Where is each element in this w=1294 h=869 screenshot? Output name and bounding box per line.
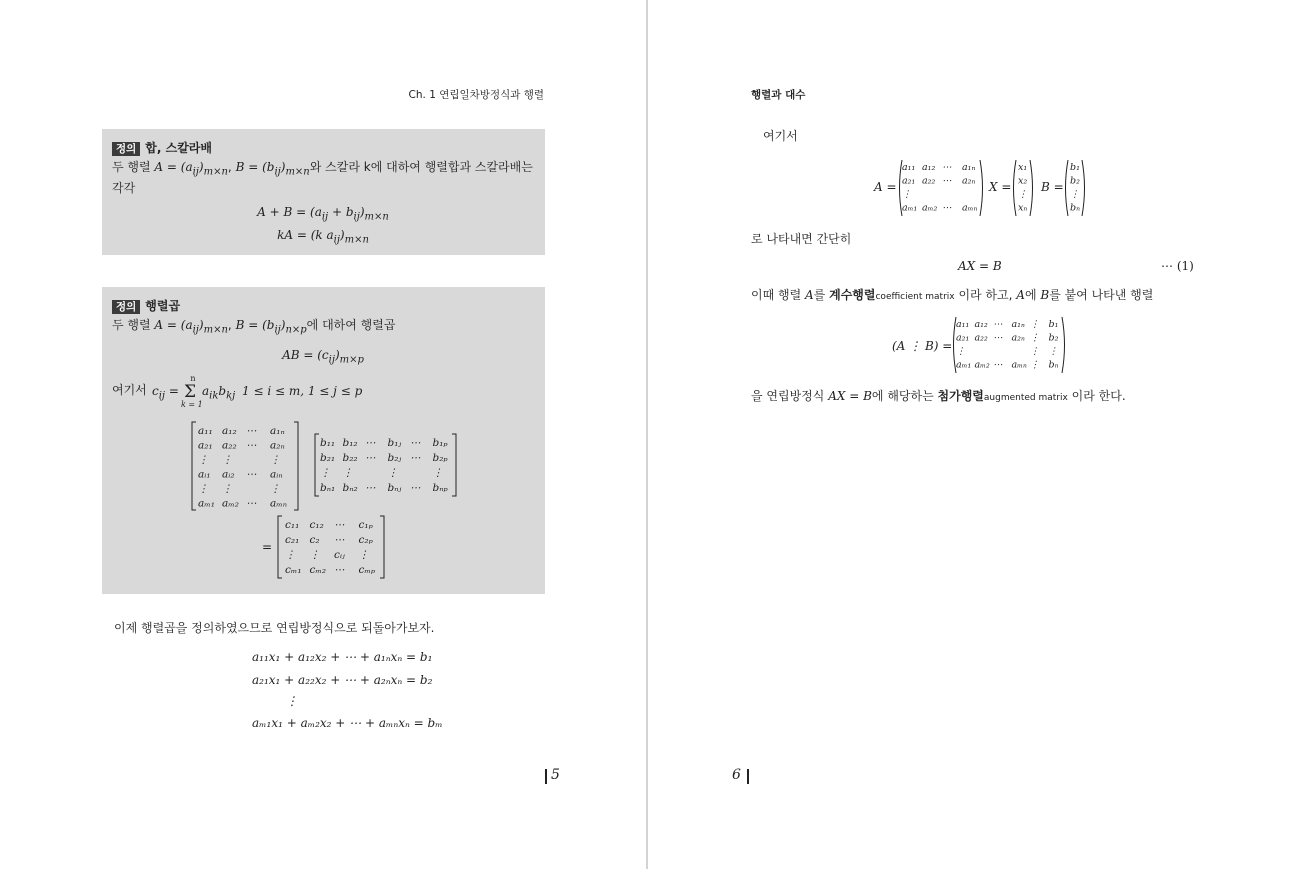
matrix-bracket-right: [1062, 317, 1065, 373]
matrix-entry: a₂ₙ: [1011, 332, 1025, 344]
matrix-entry: cₘₚ: [358, 564, 376, 576]
m: ij: [321, 211, 329, 223]
m: ij: [274, 324, 281, 336]
m: ): [359, 205, 365, 219]
matrix-entry: c₂₁: [285, 534, 300, 546]
m: n×p: [285, 324, 307, 336]
system-dots: ⋮: [286, 694, 298, 708]
matrix-entry: a₁₂: [222, 425, 237, 437]
m: m×n: [344, 234, 369, 246]
running-head: Ch. 1 연립일차방정식과 행렬: [408, 89, 544, 101]
matrix-entry: aᵢ₂: [222, 468, 235, 481]
sum-term: [202, 384, 235, 402]
matrix-bracket-left: [1014, 160, 1017, 216]
m: a: [202, 384, 210, 398]
matrix-B: [313, 433, 458, 497]
matrix-entry: a₂ₙ: [962, 175, 976, 187]
m: ij: [328, 354, 335, 366]
matrix-entry: ⋯: [334, 519, 345, 531]
matrix-entry: ⋯: [942, 162, 952, 173]
m: kj: [226, 390, 236, 402]
matrix-entry: ⋮: [342, 467, 353, 479]
matrix-A: [190, 421, 300, 511]
matrix-entry: aₘ₂: [222, 497, 239, 510]
text: 두 행렬: [112, 318, 151, 332]
matrix-entry: b₂: [1070, 175, 1080, 187]
m: m×n: [203, 166, 228, 178]
matrix-entry: ⋮: [320, 467, 331, 479]
page-number-bar: [747, 769, 749, 784]
text: coefficient matrix: [875, 292, 955, 302]
left-page: [0, 0, 646, 869]
matrix-entry: ⋯: [365, 437, 376, 449]
matrix-entry: cₘ₂: [309, 564, 327, 576]
matrix-entry: a₁₂: [974, 319, 988, 330]
matrix-entry: ⋯: [993, 332, 1003, 344]
matrix-entry: ⋯: [246, 439, 257, 452]
matrix-entry: ⋯: [410, 452, 421, 464]
matrix-entry: b₂₁: [320, 452, 336, 464]
text: 에: [1024, 288, 1037, 302]
index-range: 1 ≤ i ≤ m, 1 ≤ j ≤ p: [242, 384, 363, 398]
matrix-entry: ⋮: [270, 454, 281, 466]
matrix-entry: c₂ₚ: [358, 534, 373, 546]
matrix-bracket-left: [278, 516, 282, 578]
m: ): [334, 348, 340, 362]
m: ij: [353, 211, 360, 223]
matrix-entry: c₁₂: [309, 519, 324, 531]
matrix-entry: a₁₁: [902, 162, 916, 173]
matrix-bracket-right: [452, 434, 456, 496]
text: 와 스칼라 k에 대하여 행렬합과 스칼라배는: [309, 160, 533, 174]
matrix-entry: b₂ₚ: [432, 452, 448, 464]
matrix-entry: ⋮: [1048, 346, 1058, 357]
matrix-entry: b₁ⱼ: [387, 437, 402, 449]
m: A = (a: [154, 160, 193, 174]
matrix-entry: ⋯: [246, 497, 257, 510]
text: 이때 행렬: [751, 288, 802, 302]
matrix-entry: a₂₁: [198, 439, 213, 452]
matrix-entry: b₁: [1048, 319, 1059, 330]
m: m×n: [364, 211, 389, 223]
X-equals: X =: [989, 180, 1012, 194]
matrix-bracket-right: [380, 516, 384, 578]
matrix-bracket-right: [294, 422, 298, 510]
matrix-entry: a₂₂: [222, 439, 237, 452]
m: ): [280, 160, 286, 174]
m: ij: [192, 166, 199, 178]
matrix-entry: bₙ₂: [342, 482, 358, 494]
augmented-line: [751, 389, 1126, 405]
m: A = (a: [154, 318, 193, 332]
m: c: [152, 384, 159, 398]
matrix-entry: ⋮: [309, 549, 320, 561]
m: m×n: [203, 324, 228, 336]
math-A: [154, 160, 228, 178]
matrix-entry: bₙₚ: [432, 482, 448, 494]
sum-lower: k = 1: [181, 400, 203, 409]
equation-AX-B: AX = B: [958, 259, 1002, 273]
matrix-entry: b₁: [1070, 162, 1080, 173]
m: A: [805, 288, 814, 302]
paragraph: 이제 행렬곱을 정의하였으므로 연립방정식으로 되돌아가보자.: [114, 621, 435, 635]
vector-X: [1010, 159, 1036, 217]
matrix-entry: ⋮: [222, 483, 233, 495]
matrix-entry: ⋮: [1030, 346, 1040, 357]
A-equals: A =: [874, 180, 897, 194]
matrix-entry: x₂: [1018, 175, 1028, 187]
augmented-lhs: (A ⋮ B) =: [892, 339, 953, 353]
matrix-entry: bₙⱼ: [387, 482, 402, 494]
text: 이라 하고,: [958, 288, 1013, 302]
definition-text-line1: 두 행렬 $A = (a_{ij})_{m\times n}$, $B = (b_{ij})_{n\times p}$에 대하여 행렬곱: [112, 318, 396, 336]
matrix-entry: ⋯: [246, 468, 257, 481]
definition-label: 정의: [112, 142, 140, 156]
m: ik: [209, 390, 219, 402]
matrix-entry: a₁ₙ: [1011, 319, 1025, 330]
matrix-bracket-right: [980, 160, 983, 216]
matrix-entry: aₘₙ: [962, 202, 978, 214]
matrix-entry: a₂₁: [956, 332, 970, 344]
definition-label: 정의: [112, 300, 140, 314]
definition-text-line1: 두 행렬 $A = (a_{ij})_{m\times n}$, $B = (b_{ij})_{m\times n}$와 스칼라 k에 대하여 행렬합과 스칼라배는: [112, 160, 533, 178]
text: 를 붙여 나타낸 행렬: [1049, 288, 1154, 302]
equation-product: [282, 348, 364, 365]
matrix-entry: ⋮: [1030, 319, 1040, 330]
math-A: [154, 318, 228, 336]
matrix-entry: ⋮: [956, 346, 966, 357]
matrix-entry: c₂: [309, 534, 320, 546]
text: 을 연립방정식: [751, 389, 825, 403]
page-number-bar: [545, 769, 547, 784]
matrix-entry: cₘ₁: [285, 564, 302, 576]
matrix-entry: c₁ₚ: [358, 519, 373, 531]
matrix-entry: b₁ₚ: [432, 437, 448, 449]
m: A: [1016, 288, 1025, 302]
where-text: 여기서: [763, 129, 798, 143]
matrix-bracket-right: [1030, 160, 1033, 216]
running-head: 행렬과 대수: [751, 89, 806, 101]
B-equals: B =: [1041, 180, 1064, 194]
matrix-entry: aₘ₂: [922, 202, 938, 214]
matrix-entry: a₁₁: [956, 319, 970, 330]
matrix-entry: b₂ⱼ: [387, 452, 402, 464]
matrix-entry: c₁₁: [285, 519, 300, 531]
matrix-entry: aᵢₙ: [270, 468, 283, 481]
page-number: 5: [551, 767, 560, 783]
matrix-entry: ⋮: [285, 549, 296, 561]
text: augmented matrix: [983, 393, 1068, 403]
equation-scalar: [277, 228, 369, 245]
matrix-entry: aₘ₂: [974, 359, 990, 371]
vector-B: [1062, 159, 1088, 217]
m: ): [198, 160, 204, 174]
matrix-entry: xₙ: [1018, 202, 1028, 214]
matrix-entry: a₁ₙ: [962, 162, 976, 173]
matrix-entry: ⋮: [1030, 359, 1040, 371]
m: B: [1040, 288, 1050, 302]
m: B = (b: [235, 160, 275, 174]
definition-name: 행렬곱: [145, 299, 181, 313]
matrix-entry: aₘ₁: [902, 202, 918, 214]
matrix-entry: b₂: [1048, 332, 1059, 344]
matrix-entry: aₘ₁: [956, 359, 972, 371]
matrix-entry: aₘ₁: [198, 497, 215, 510]
matrix-entry: ⋮: [1030, 332, 1040, 344]
math-B: [235, 160, 310, 178]
matrix-entry: ⋯: [993, 319, 1003, 330]
matrix-entry: ⋮: [270, 483, 281, 495]
system-eq-2: a₂₁x₁ + a₂₂x₂ + ⋯ + a₂ₙxₙ = b₂: [252, 673, 433, 687]
matrix-entry: ⋮: [1070, 189, 1080, 200]
matrix-entry: ⋮: [902, 189, 912, 200]
matrix-entry: b₂₂: [342, 452, 358, 464]
matrix-entry: a₁₁: [198, 425, 213, 437]
term-augmented-matrix: 첨가행렬: [937, 389, 984, 403]
matrix-entry: ⋯: [410, 437, 421, 449]
matrix-entry: ⋮: [387, 467, 398, 479]
where-text: 여기서: [112, 383, 147, 397]
m: m×p: [339, 354, 364, 366]
m: + b: [328, 205, 354, 219]
matrix-entry: ⋯: [410, 482, 421, 494]
matrix-entry: ⋯: [334, 534, 345, 546]
matrix-entry: aₘₙ: [1011, 359, 1027, 371]
matrix-entry: aₘₙ: [270, 497, 287, 510]
matrix-entry: bₙ: [1048, 359, 1059, 371]
matrix-entry: ⋮: [1018, 189, 1028, 200]
matrix-entry: ⋯: [246, 425, 257, 437]
matrix-entry: a₂₂: [922, 175, 936, 187]
matrix-entry: a₂ₙ: [270, 439, 285, 452]
simple-line: 로 나타내면 간단히: [751, 232, 852, 246]
m: ij: [333, 234, 340, 246]
m: m×n: [285, 166, 310, 178]
m: ): [280, 318, 286, 332]
matrix-entry: b₁₁: [320, 437, 336, 449]
matrix-entry: ⋯: [942, 202, 952, 214]
matrix-entry: b₁₂: [342, 437, 358, 449]
equation-number: ⋯ (1): [1161, 259, 1194, 273]
equation-sum: [257, 205, 389, 222]
equals-sign: =: [262, 540, 273, 554]
system-eq-m: aₘ₁x₁ + aₘ₂x₂ + ⋯ + aₘₙxₙ = bₘ: [252, 716, 443, 730]
matrix-bracket-left: [315, 434, 319, 496]
m: b: [218, 384, 227, 398]
m: ): [339, 228, 345, 242]
matrix-entry: ⋯: [993, 359, 1003, 371]
m: AB = (c: [282, 348, 329, 362]
coefficient-line: [751, 288, 1153, 304]
matrix-A: [896, 159, 986, 217]
matrix-entry: ⋮: [358, 549, 369, 561]
m: A + B = (a: [257, 205, 322, 219]
matrix-bracket-right: [1082, 160, 1085, 216]
matrix-entry: ⋮: [198, 483, 209, 495]
definition-box-product: [102, 287, 545, 594]
sum-upper: n: [190, 374, 196, 383]
matrix-entry: a₂₂: [974, 332, 988, 344]
m: =: [165, 384, 179, 398]
matrix-entry: ⋯: [334, 564, 345, 576]
matrix-entry: ⋯: [365, 452, 376, 464]
definition-title: [112, 297, 180, 314]
matrix-entry: ⋮: [198, 454, 209, 466]
matrix-entry: a₁ₙ: [270, 425, 285, 437]
m: ij: [192, 324, 199, 336]
definition-title: [112, 139, 212, 156]
right-page: [648, 0, 1294, 869]
matrix-entry: x₁: [1018, 162, 1028, 173]
matrix-entry: ⋮: [432, 467, 443, 479]
matrix-entry: cᵢⱼ: [334, 549, 345, 561]
matrix-entry: ⋯: [365, 482, 376, 494]
matrix-entry: a₁₂: [922, 162, 936, 173]
m: ij: [158, 390, 166, 402]
m: ): [198, 318, 204, 332]
text: 에 해당하는: [871, 389, 934, 403]
matrix-entry: aᵢ₁: [198, 468, 211, 481]
augmented-matrix: [950, 316, 1068, 374]
text: 에 대하여 행렬곱: [306, 318, 396, 332]
matrix-C: [276, 515, 386, 579]
m: B = (b: [235, 318, 275, 332]
system-eq-1: a₁₁x₁ + a₁₂x₂ + ⋯ + a₁ₙxₙ = b₁: [252, 650, 433, 664]
matrix-bracket-left: [192, 422, 196, 510]
matrix-entry: a₂₁: [902, 175, 916, 187]
matrix-entry: ⋯: [942, 175, 952, 187]
definition-box-sum-scalar: [102, 129, 545, 255]
text: 이라 한다.: [1071, 389, 1126, 403]
text: 두 행렬: [112, 160, 151, 174]
m: ij: [274, 166, 281, 178]
matrix-entry: bₙ: [1070, 202, 1080, 214]
math-B: [235, 318, 307, 336]
definition-text-line2: 각각: [112, 181, 136, 195]
term-coefficient-matrix: 계수행렬: [829, 288, 876, 302]
page-number: 6: [732, 767, 741, 783]
c-ij-def: [152, 384, 179, 402]
definition-name: 합, 스칼라배: [145, 141, 212, 155]
text: 를: [813, 288, 826, 302]
m: kA = (k a: [277, 228, 334, 242]
matrix-entry: bₙ₁: [320, 482, 336, 494]
matrix-bracket-left: [1066, 160, 1069, 216]
sum-symbol: Σ: [184, 382, 197, 402]
m: AX = B: [828, 389, 872, 403]
matrix-entry: ⋮: [222, 454, 233, 466]
